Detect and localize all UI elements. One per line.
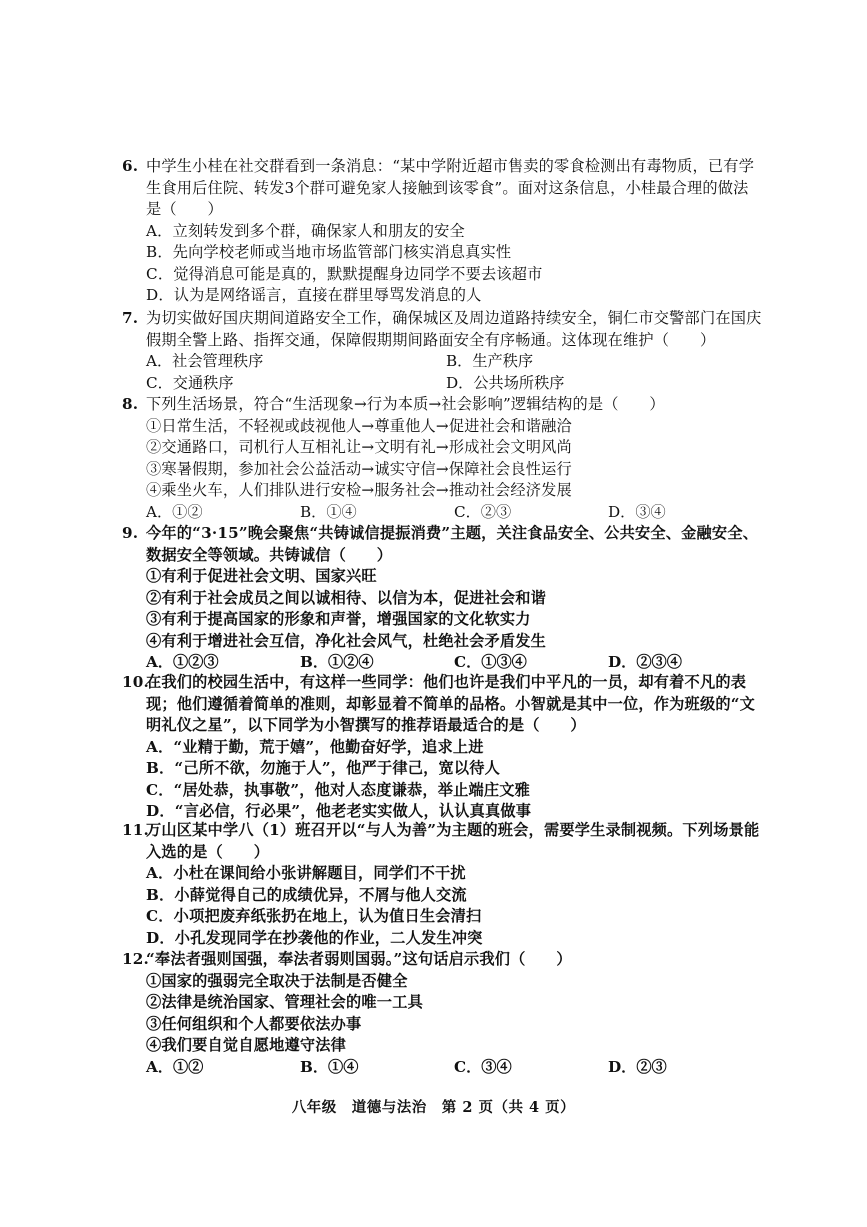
option-d: D．②③ xyxy=(608,1057,667,1076)
question-number: 10. xyxy=(122,673,150,691)
option-c: C．觉得消息可能是真的，默默提醒身边同学不要去该超市 xyxy=(146,264,543,283)
statement-2: ②有利于社会成员之间以诚相待、以信为本，促进社会和谐 xyxy=(146,588,547,607)
option-a: A．①②③ xyxy=(146,653,219,671)
question-6 xyxy=(122,156,762,307)
question-number: 6. xyxy=(122,157,139,175)
question-12 xyxy=(122,949,762,1078)
option-c: C．①③④ xyxy=(454,653,527,671)
question-number: 12. xyxy=(122,950,150,968)
option-b: B．①④ xyxy=(300,502,357,521)
question-stem: 下列生活场景，符合“生活现象→行为本质→社会影响”逻辑结构的是（ ） xyxy=(146,395,665,413)
option-d: D．认为是网络谣言，直接在群里辱骂发消息的人 xyxy=(146,286,482,304)
statement-3: ③有利于提高国家的形象和声誉，增强国家的文化软实力 xyxy=(146,610,531,628)
option-a: A．小杜在课间给小张讲解题目，同学们不干扰 xyxy=(146,864,466,882)
option-a: A．①② xyxy=(146,502,203,521)
statement-3: ③寒暑假期，参加社会公益活动→诚实守信→保障社会良性运行 xyxy=(146,459,572,478)
question-stem: “奉法者强则国强，奉法者弱则国弱。”这句话启示我们（ ） xyxy=(146,950,572,968)
question-number: 11. xyxy=(122,821,150,839)
question-stem: 今年的“3·15”晚会聚焦“共铸诚信提振消费”主题，关注食品安全、公共安全、金融安全、数据安全等领域。共铸诚信（ ） xyxy=(146,524,759,564)
option-c: C．小项把废弃纸张扔在地上，认为值日生会清扫 xyxy=(146,907,482,925)
question-11 xyxy=(122,820,762,949)
option-c: C．“居处恭，执事敬”，他对人态度谦恭，举止端庄文雅 xyxy=(146,780,531,799)
option-a: A．①② xyxy=(146,1057,204,1076)
statement-4: ④乘坐火车，人们排队进行安检→服务社会→推动社会经济发展 xyxy=(146,481,572,499)
statement-4: ④我们要自觉自愿地遵守法律 xyxy=(146,1036,347,1054)
option-a: A．社会管理秩序 xyxy=(146,352,264,370)
option-b: B．生产秩序 xyxy=(446,352,534,370)
statement-3: ③任何组织和个人都要依法办事 xyxy=(146,1014,362,1033)
question-7 xyxy=(122,308,762,394)
option-a: A．“业精于勤，荒于嬉”，他勤奋好学，追求上进 xyxy=(146,737,484,756)
option-a: A．立刻转发到多个群，确保家人和朋友的安全 xyxy=(146,221,465,240)
question-number: 9. xyxy=(122,524,139,542)
question-stem: 为切实做好国庆期间道路安全工作，确保城区及周边道路持续安全，铜仁市交警部门在国庆假期全警上路、指挥交通，保障假期期间路面安全有序畅通。这体现在维护（ ） xyxy=(146,309,762,349)
option-d: D．小孔发现同学在抄袭他的作业，二人发生冲突 xyxy=(146,928,483,947)
question-stem: 在我们的校园生活中，有这样一些同学：他们也许是我们中平凡的一员，却有着不凡的表现；他们遵循着简单的准则，却彰显着不简单的品格。小智就是其中一位，作为班级的“文明礼仪之星”，以下同学为小智撰写的推荐语最适合的是（ ） xyxy=(146,673,756,734)
question-stem: 中学生小桂在社交群看到一条消息：“某中学附近超市售卖的零食检测出有毒物质，已有学生食用后住院、转发3个群可避免家人接触到该零食”。面对这条信息，小桂最合理的做法是（ ） xyxy=(146,157,755,218)
option-c: C．③④ xyxy=(454,1057,512,1076)
page-footer: 八年级 道德与法治 第 2 页（共 4 页） xyxy=(291,1099,576,1116)
statement-2: ②交通路口，司机行人互相礼让→文明有礼→形成社会文明风尚 xyxy=(146,438,572,456)
option-c: C．交通秩序 xyxy=(146,373,234,392)
statement-1: ①有利于促进社会文明、国家兴旺 xyxy=(146,567,377,585)
question-10 xyxy=(122,672,762,823)
option-d: D．公共场所秩序 xyxy=(446,373,565,392)
option-b: B．先向学校老师或当地市场监管部门核实消息真实性 xyxy=(146,243,512,261)
option-d: D．“言必信，行必果”，他老老实实做人，认认真真做事 xyxy=(146,802,532,820)
option-b: B．①④ xyxy=(300,1057,359,1076)
option-d: D．③④ xyxy=(608,502,666,521)
question-number: 7. xyxy=(122,309,139,327)
statement-1: ①国家的强弱完全取决于法制是否健全 xyxy=(146,971,408,990)
option-b: B．①②④ xyxy=(300,653,374,671)
statement-4: ④有利于增进社会互信，净化社会风气，杜绝社会矛盾发生 xyxy=(146,631,547,650)
question-number: 8. xyxy=(122,395,139,413)
question-8 xyxy=(122,394,762,523)
option-b: B．“己所不欲，勿施于人”，他严于律己，宽以待人 xyxy=(146,759,501,777)
option-b: B．小薛觉得自己的成绩优异，不屑与他人交流 xyxy=(146,885,467,904)
statement-2: ②法律是统治国家、管理社会的唯一工具 xyxy=(146,993,423,1011)
question-9 xyxy=(122,523,762,674)
option-c: C．②③ xyxy=(454,502,512,521)
statement-1: ①日常生活，不轻视或歧视他人→尊重他人→促进社会和谐融洽 xyxy=(146,416,572,435)
option-d: D．②③④ xyxy=(608,653,682,671)
question-stem: 万山区某中学八（1）班召开以“与人为善”为主题的班会，需要学生录制视频。下列场景能入选的是（ ） xyxy=(146,821,760,861)
